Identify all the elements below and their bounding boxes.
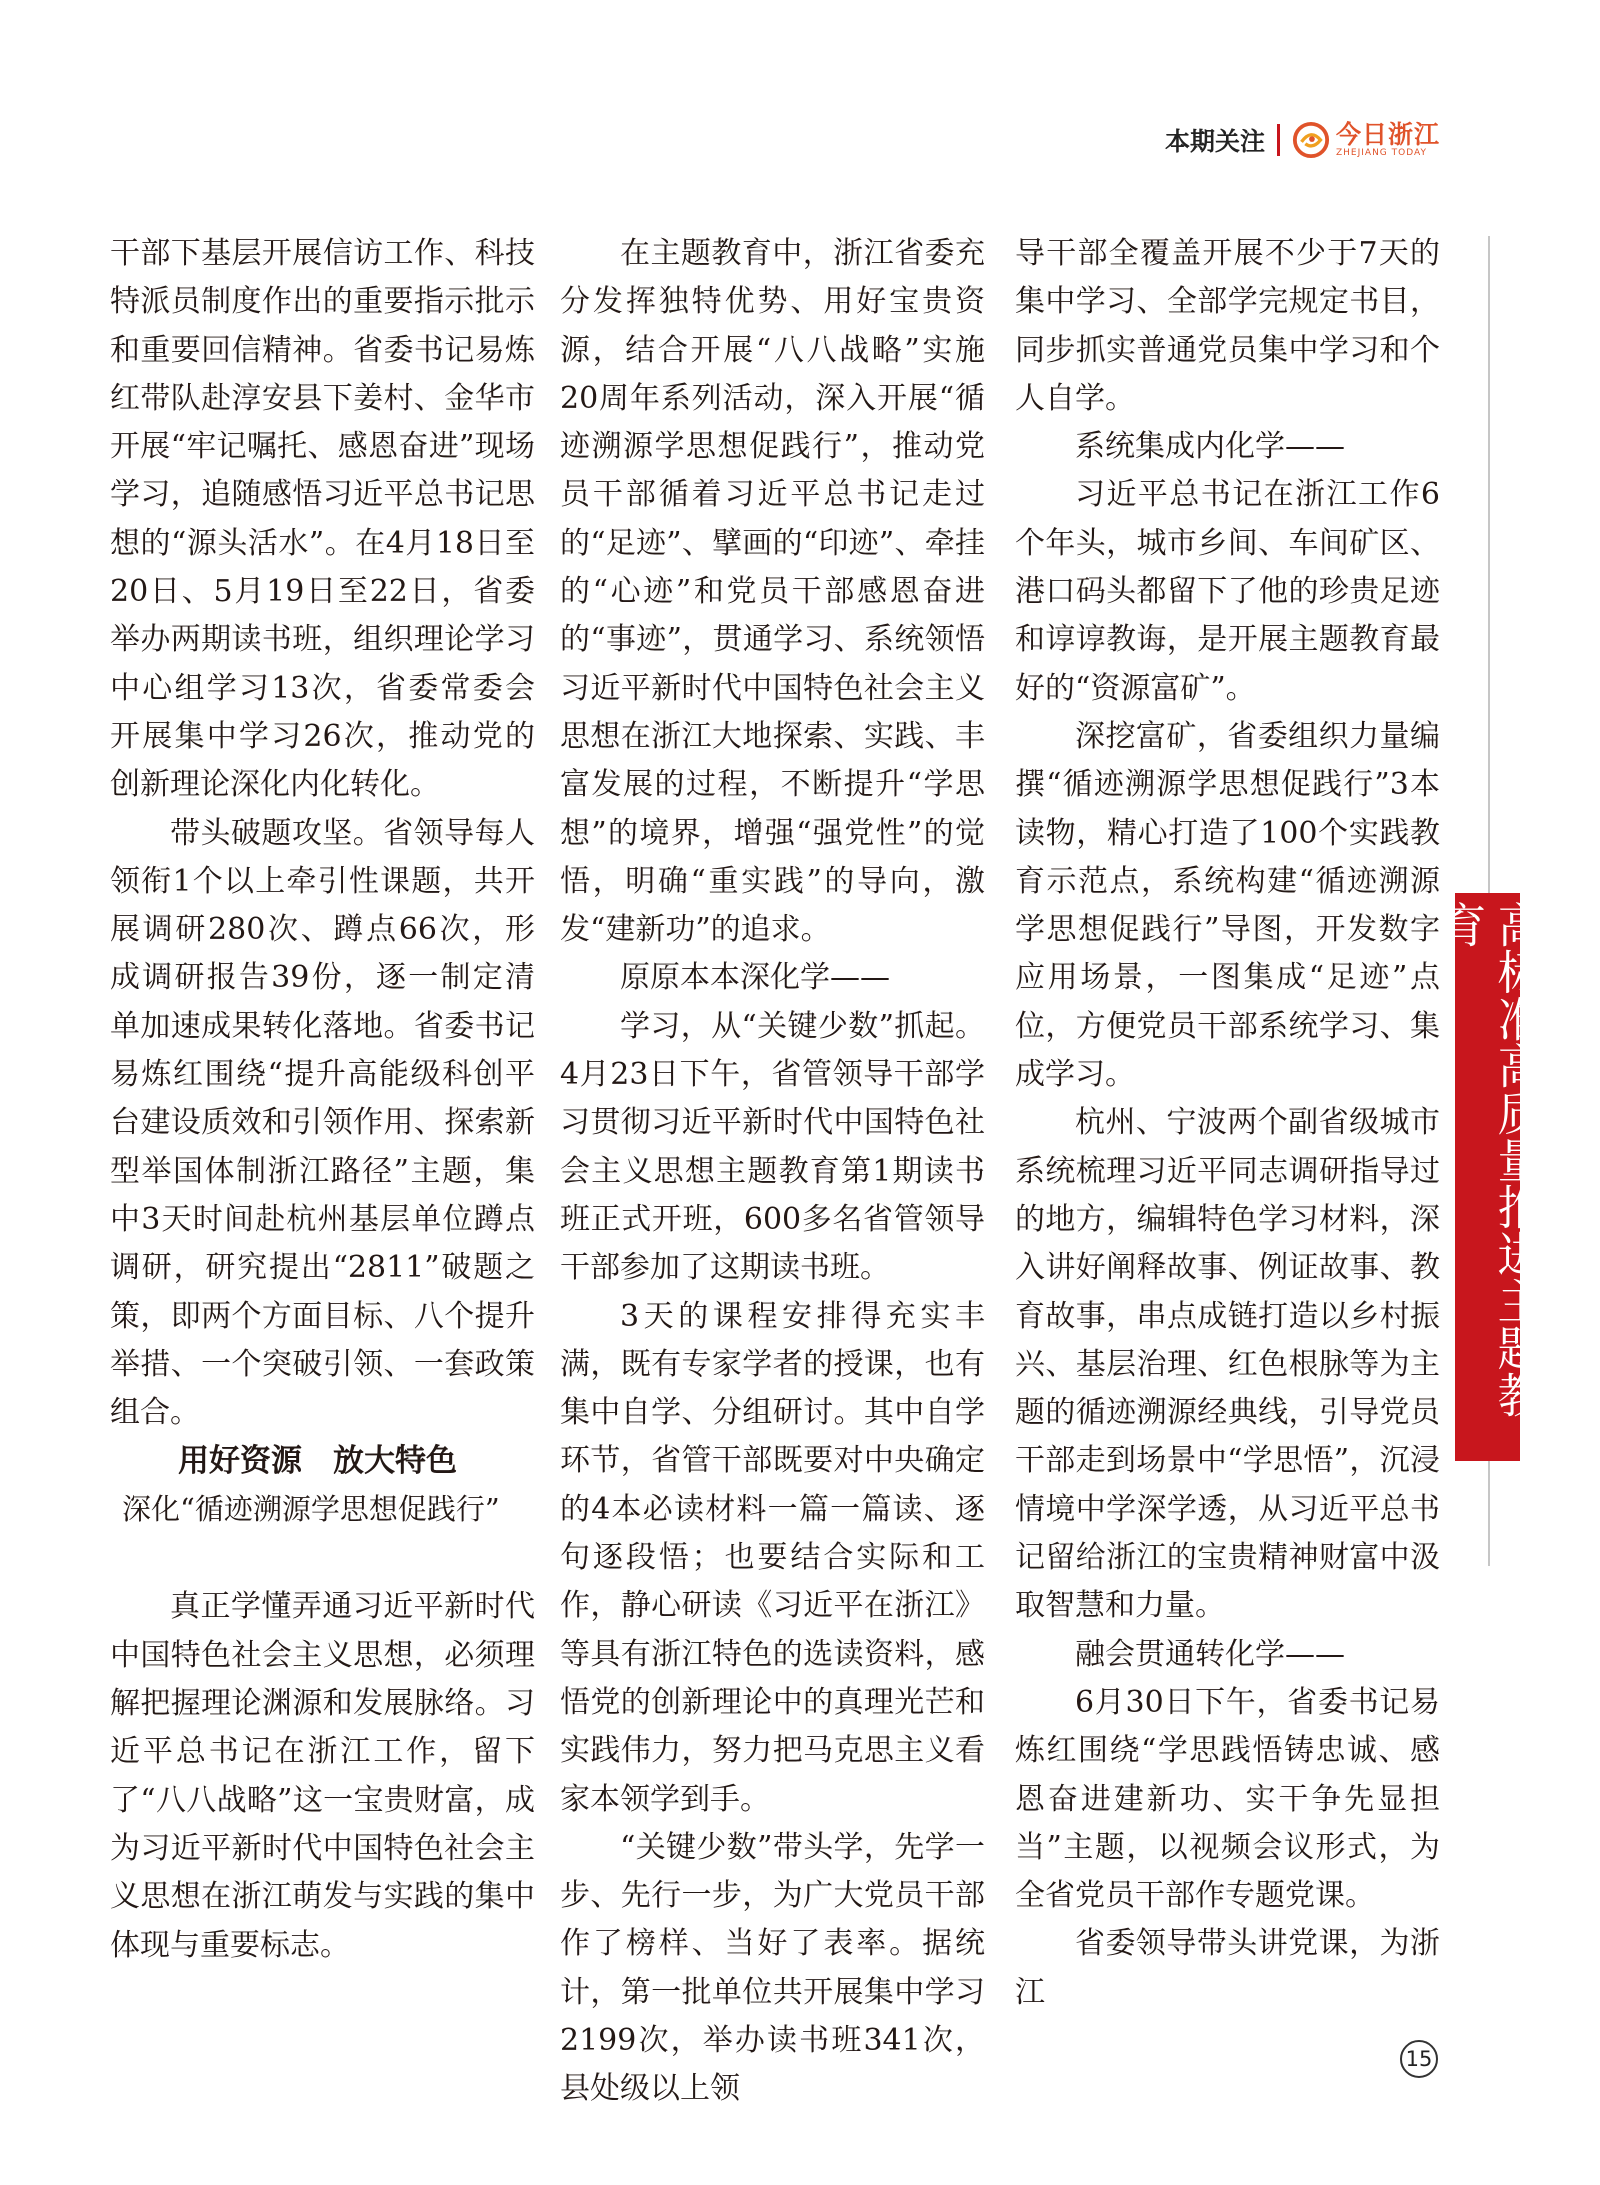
logo-english-text: ZHEJIANG TODAY [1335, 148, 1427, 158]
paragraph: “关键少数”带头学，先学一步、先行一步，为广大党员干部作了榜样、当好了表率。据统计，第一批单位共开展集中学习2199次，举办读书班341次，县处级以上领 [560, 1829, 985, 2107]
paragraph: 干部下基层开展信访工作、科技特派员制度作出的重要指示批示和重要回信精神。省委书记易炼红带队赴淳安县下姜村、金华市开展“牢记嘱托、感恩奋进”现场学习，追随感悟习近平总书记思想的“源头活水”。在4月18日至20日、5月19日至22日，省委举办两期读书班，组织理论学习中心组学习13次，省委常委会开展集中学习26次，推动党的创新理论深化内化转化。 [110, 236, 535, 803]
page-number: 15 [1400, 2040, 1438, 2078]
paragraph: 3天的课程安排得充实丰满，既有专家学者的授课，也有集中自学、分组研讨。其中自学环节，省管干部既要对中央确定的4本必读材料一篇一篇读、逐句逐段悟；也要结合实际和工作，静心研读《习近平在浙江》等具有浙江特色的选读资料，感悟党的创新理论中的真理光芒和实践伟力，努力把马克思主义看家本领学到手。 [560, 1298, 985, 1817]
paragraph: 习近平总书记在浙江工作6个年头，城市乡间、车间矿区、港口码头都留下了他的珍贵足迹和谆谆教诲，是开展主题教育最好的“资源富矿”。 [1015, 477, 1440, 706]
paragraph: 真正学懂弄通习近平新时代中国特色社会主义思想，必须理解把握理论渊源和发展脉络。习近平总书记在浙江工作，留下了“八八战略”这一宝贵财富，成为习近平新时代中国特色社会主义思想在浙江萌发与实践的集中体现与重要标志。 [110, 1589, 535, 1963]
section-subheading: 深化“循迹溯源学思想促践行” [122, 1492, 500, 1527]
paragraph: 杭州、宁波两个副省级城市系统梳理习近平同志调研指导过的地方，编辑特色学习材料，深入讲好阐释故事、例证故事、教育故事，串点成链打造以乡村振兴、基层治理、红色根脉等为主题的循迹溯源经典线，引导党员干部走到场景中“学思悟”，沉浸情境中学深学透，从习近平总书记留给浙江的宝贵精神财富中汲取智慧和力量。 [1015, 1105, 1440, 1624]
paragraph: 原原本本深化学—— [620, 960, 890, 996]
page-header [1165, 118, 1440, 162]
zhejiang-today-logo [1292, 121, 1440, 159]
article-column-2 [560, 230, 985, 2114]
paragraph: 带头破题攻坚。省领导每人领衔1个以上牵引性课题，共开展调研280次、蹲点66次，形成调研报告39份，逐一制定清单加速成果转化落地。省委书记易炼红围绕“提升高能级科创平台建设质效和引领作用、探索新型举国体制浙江路径”主题，集中3天时间赴杭州基层单位蹲点调研，研究提出“2811”破题之策，即两个方面目标、八个提升举措、一个突破引领、一套政策组合。 [110, 815, 535, 1431]
paragraph: 导干部全覆盖开展不少于7天的集中学习、全部学完规定书目，同步抓实普通党员集中学习和个人自学。 [1015, 236, 1440, 416]
paragraph: 融会贯通转化学—— [1075, 1636, 1345, 1672]
logo-chinese-text: 今日浙江 [1335, 120, 1440, 149]
paragraph: 系统集成内化学—— [1075, 429, 1345, 465]
logo-swirl-icon [1292, 121, 1330, 159]
paragraph: 深挖富矿，省委组织力量编撰“循迹溯源学思想促践行”3本读物，精心打造了100个实践教育示范点，系统构建“循迹溯源学思想促践行”导图，开发数字应用场景，一图集成“足迹”点位，方便党员干部系统学习、集成学习。 [1015, 718, 1440, 1093]
article-column-1 [110, 230, 535, 1970]
paragraph: 在主题教育中，浙江省委充分发挥独特优势、用好宝贵资源，结合开展“八八战略”实施20周年系列活动，深入开展“循迹溯源学思想促践行”，推动党员干部循着习近平总书记走过的“足迹”、擘画的“印迹”、牵挂的“心迹”和党员干部感恩奋进的“事迹”，贯通学习、系统领悟习近平新时代中国特色社会主义思想在浙江大地探索、实践、丰富发展的过程，不断提升“学思想”的境界，增强“强党性”的觉悟，明确“重实践”的导向，激发“建新功”的追求。 [560, 236, 985, 948]
header-divider [1277, 124, 1280, 156]
paragraph: 6月30日下午，省委书记易炼红围绕“学思践悟铸忠诚、感恩奋进建新功、实干争先显担当”主题，以视频会议形式，为全省党员干部作专题党课。 [1015, 1684, 1440, 1914]
paragraph: 学习，从“关键少数”抓起。4月23日下午，省管领导干部学习贯彻习近平新时代中国特色社会主义思想主题教育第1期读书班正式开班，600多名省管领导干部参加了这期读书班。 [560, 1008, 985, 1286]
section-heading: 用好资源 放大特色 [178, 1443, 457, 1480]
paragraph: 省委领导带头讲党课，为浙江 [1015, 1926, 1440, 2010]
section-label: 本期关注 [1164, 127, 1265, 156]
sidebar-title: 高标准高质量推进主题教育 [1431, 901, 1545, 1418]
article-column-3 [1015, 230, 1440, 2017]
section-sidebar [1431, 893, 1545, 1461]
